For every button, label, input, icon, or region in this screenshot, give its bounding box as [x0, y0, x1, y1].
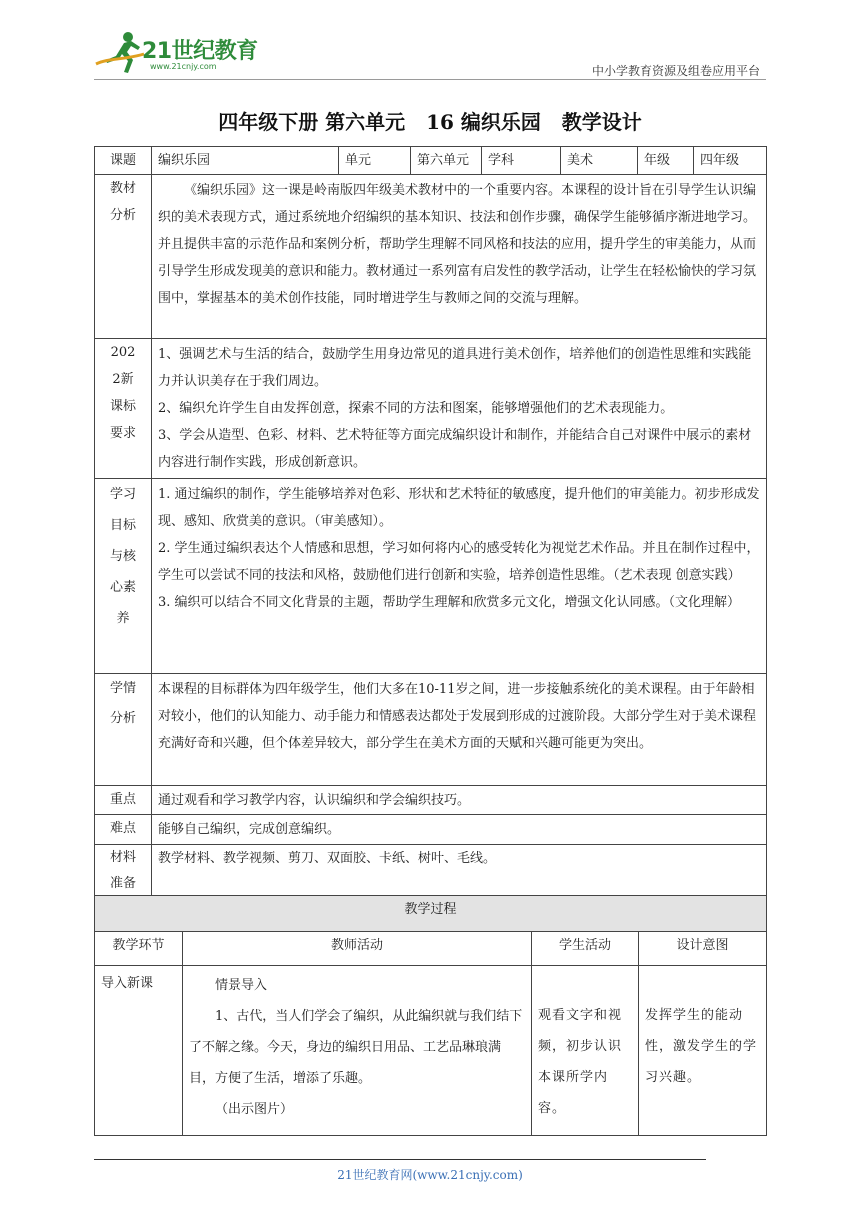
unit-label: 单元 [339, 147, 411, 175]
page-header [94, 30, 766, 78]
section-row [95, 339, 767, 479]
section-label-text: 教材分析 [109, 181, 136, 223]
section-label [95, 845, 152, 898]
column-header: 设计意图 [639, 932, 767, 966]
objective-item: 1. 通过编织的制作，学生能够培养对色彩、形状和艺术特征的敏感度，提升他们的审美能力。初步形成发现、感知、欣赏美的意识。（审美感知）。 [158, 487, 760, 529]
teacher-activity-cell [183, 966, 532, 1136]
teacher-activity-title: 情景导入 [215, 978, 268, 993]
header-divider [94, 79, 766, 80]
stage-cell: 导入新课 [95, 966, 183, 1136]
section-content [152, 339, 767, 479]
footer-divider [94, 1159, 706, 1160]
section-content [152, 674, 767, 786]
section-row [95, 479, 767, 674]
difficulty-text: 能够自己编织，完成创意编织。 [152, 815, 767, 845]
column-header: 学生活动 [532, 932, 639, 966]
section-row [95, 786, 767, 815]
site-logo [94, 30, 264, 78]
subject-label: 学科 [482, 147, 561, 175]
student-activity-cell [532, 966, 639, 1136]
objective-item: 3. 编织可以结合不同文化背景的主题，帮助学生理解和欣赏多元文化，增强文化认同感。（文化理解） [158, 595, 741, 610]
footer-text: 21世纪教育网(www.21cnjy.com) [337, 1168, 523, 1182]
section-content [152, 479, 767, 674]
subject-value: 美术 [561, 147, 638, 175]
section-label [95, 674, 152, 786]
section-label-text: 学情分析 [109, 681, 136, 726]
section-row [95, 175, 767, 339]
process-row [95, 966, 767, 1136]
section-label-text: 学习目标与核心素养 [109, 487, 136, 626]
process-table [94, 895, 767, 1136]
section-label: 难点 [95, 815, 152, 845]
topic-label: 课题 [95, 147, 152, 175]
design-intent-cell [639, 966, 767, 1136]
materials-text: 教学材料、教学视频、剪刀、双面胶、卡纸、树叶、毛线。 [152, 845, 767, 898]
lesson-plan-table [94, 146, 767, 898]
grade-value: 四年级 [694, 147, 767, 175]
section-label: 重点 [95, 786, 152, 815]
column-header: 教学环节 [95, 932, 183, 966]
key-point-text: 通过观看和学习教学内容，认识编织和学会编织技巧。 [152, 786, 767, 815]
design-intent-text: 发挥学生的能动性，激发学生的学习兴趣。 [645, 1008, 758, 1085]
logo-text: 21世纪教育 [142, 39, 258, 64]
process-header-row [95, 932, 767, 966]
section-row [95, 815, 767, 845]
section-label [95, 479, 152, 674]
process-heading-row [95, 896, 767, 932]
section-row [95, 674, 767, 786]
section-label-text: 2022新课标要求 [109, 345, 136, 441]
material-analysis-text: 《编织乐园》这一课是岭南版四年级美术教材中的一个重要内容。本课程的设计旨在引导学生认识编织的美术表现方式，通过系统地介绍编织的基本知识、技法和创作步骤，确保学生能够循序渐进地学习。并且提供丰富的示范作品和案例分析，帮助学生理解不同风格和技法的应用，提升学生的审美能力，从而引导学生形成发现美的意识和能力。教材通过一系列富有启发性的教学活动，让学生在轻松愉快的学习氛围中，掌握基本的美术创作技能，同时增进学生与教师之间的交流与理解。 [158, 183, 757, 306]
platform-name: 中小学教育资源及组卷应用平台 [591, 64, 760, 78]
teacher-activity-note: （出示图片） [215, 1102, 294, 1117]
section-label-text: 材料准备 [109, 850, 136, 891]
section-content [152, 175, 767, 339]
student-activity-text: 观看文字和视频，初步认识本课所学内容。 [538, 1008, 623, 1116]
process-heading: 教学过程 [95, 896, 767, 932]
section-row [95, 845, 767, 898]
unit-value: 第六单元 [411, 147, 482, 175]
page-title: 四年级下册 第六单元 16 编织乐园 教学设计 [218, 110, 642, 134]
objective-item: 2. 学生通过编织表达个人情感和思想，学习如何将内心的感受转化为视觉艺术作品。并且在制作过程中，学生可以尝试不同的技法和风格，鼓励他们进行创新和实验，培养创造性思维。（艺术表现 创意实践） [158, 541, 760, 583]
logo-url: www.21cnjy.com [150, 62, 217, 71]
section-label [95, 175, 152, 339]
runner-logo-icon [94, 30, 146, 76]
column-header: 教师活动 [183, 932, 532, 966]
topic-value: 编织乐园 [152, 147, 339, 175]
standard-item: 1、强调艺术与生活的结合，鼓励学生用身边常见的道具进行美术创作，培养他们的创造性思维和实践能力并认识美存在于我们周边。 [158, 347, 752, 389]
standard-item: 3、学会从造型、色彩、材料、艺术特征等方面完成编织设计和制作，并能结合自己对课件中展示的素材内容进行制作实践，形成创新意识。 [158, 428, 752, 470]
learner-analysis-text: 本课程的目标群体为四年级学生，他们大多在10-11岁之间，进一步接触系统化的美术课程。由于年龄相对较小，他们的认知能力、动手能力和情感表达都处于发展到形成的过渡阶段。大部分学生对于美术课程充满好奇和兴趣，但个体差异较大，部分学生在美术方面的天赋和兴趣可能更为突出。 [158, 682, 757, 751]
info-row [95, 147, 767, 175]
teacher-activity-text: 1、古代，当人们学会了编织，从此编织就与我们结下了不解之缘。今天，身边的编织日用品、工艺品琳琅满目，方便了生活，增添了乐趣。 [189, 1009, 523, 1086]
section-label [95, 339, 152, 479]
grade-label: 年级 [638, 147, 694, 175]
standard-item: 2、编织允许学生自由发挥创意，探索不同的方法和图案，能够增强他们的艺术表现能力。 [158, 401, 674, 416]
